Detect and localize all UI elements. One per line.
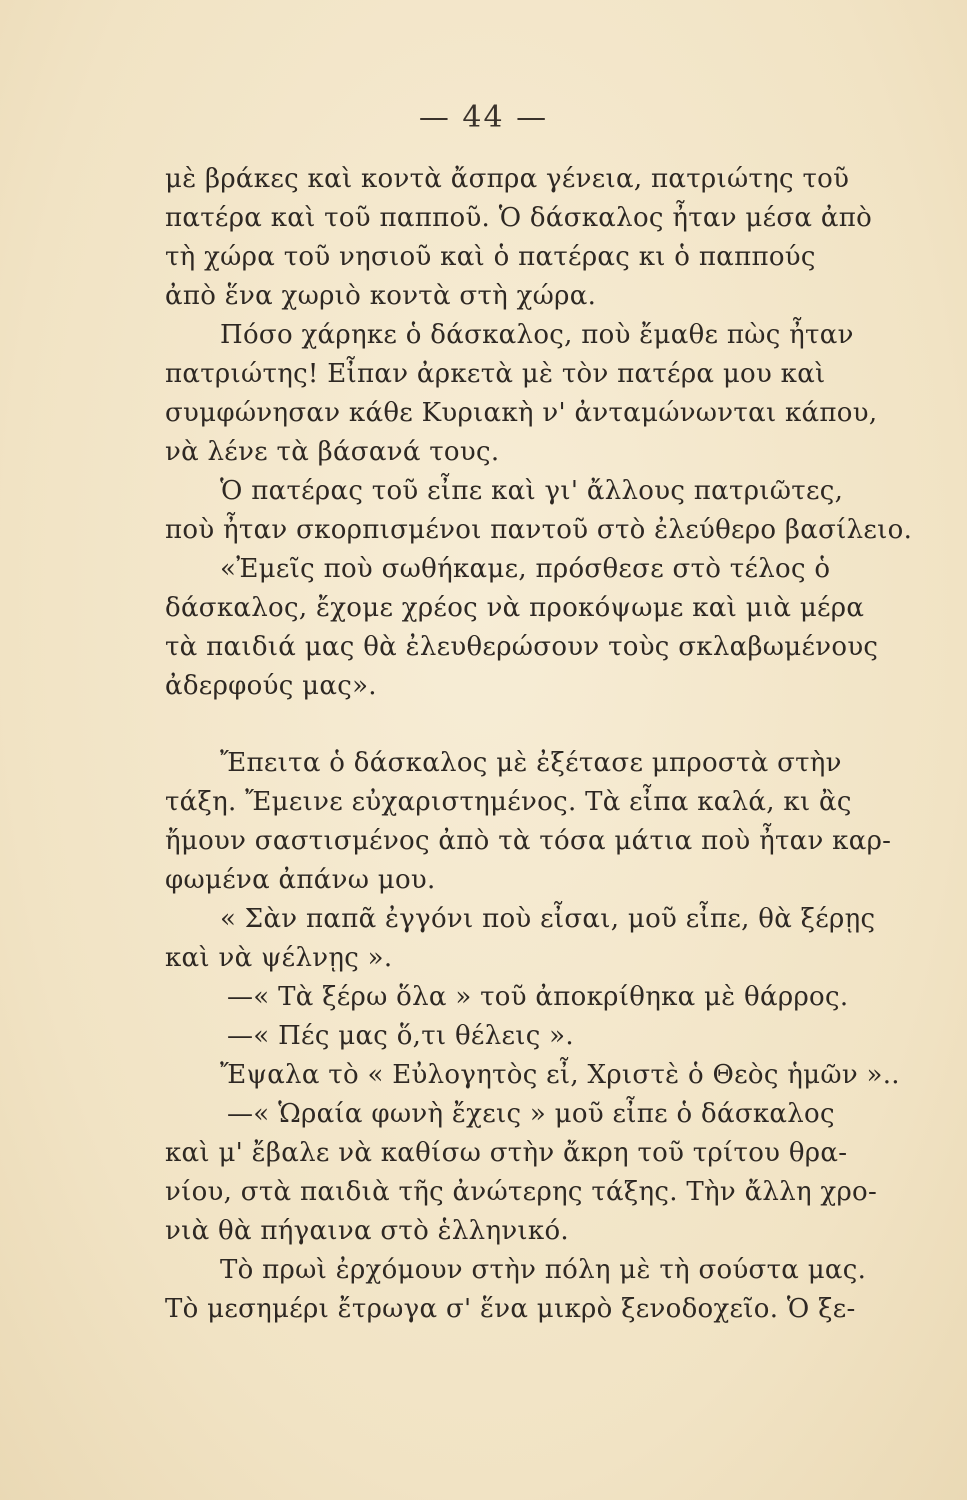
text-line: « Σὰν παπᾶ ἐγγόνι ποὺ εἶσαι, μοῦ εἶπε, θὰ ξέρῃς [220,904,876,934]
text-line: πατέρα καὶ τοῦ παπποῦ. Ὁ δάσκαλος ἦταν μέσα ἀπὸ [165,203,873,233]
text-line: δάσκαλος, ἔχομε χρέος νὰ προκόψωμε καὶ μιὰ μέρα [165,593,865,623]
text-line: Ὁ πατέρας τοῦ εἶπε καὶ γι' ἄλλους πατριῶτες, [220,476,844,506]
page-number: — 44 — [418,100,549,135]
text-line: Τὸ πρωὶ ἐρχόμουν στὴν πόλη μὲ τὴ σούστα μας. [220,1255,867,1285]
text-line: ἤμουν σαστισμένος ἀπὸ τὰ τόσα μάτια ποὺ ἦταν καρ- [165,826,892,856]
text-line: —« Ὡραία φωνὴ ἔχεις » μοῦ εἶπε ὁ δάσκαλος [227,1099,835,1129]
text-line: πατριώτης! Εἶπαν ἀρκετὰ μὲ τὸν πατέρα μου καὶ [165,359,826,389]
text-line: Ἔψαλα τὸ « Εὐλογητὸς εἶ, Χριστὲ ὁ Θεὸς ἡμῶν ».. [220,1060,900,1090]
text-line: τὰ παιδιά μας θὰ ἐλευθερώσουν τοὺς σκλαβωμένους [165,632,879,662]
text-line: μὲ βράκες καὶ κοντὰ ἄσπρα γένεια, πατριώτης τοῦ [165,164,850,194]
text-line: —« Τὰ ξέρω ὅλα » τοῦ ἀποκρίθηκα μὲ θάρρος. [227,982,849,1012]
text-line: ποὺ ἦταν σκορπισμένοι παντοῦ στὸ ἐλεύθερο βασίλειο. [165,515,913,545]
paragraph-gap [165,706,925,744]
text-line: καὶ μ' ἔβαλε νὰ καθίσω στὴν ἄκρη τοῦ τρίτου θρα- [165,1138,848,1168]
text-line: Πόσο χάρηκε ὁ δάσκαλος, ποὺ ἔμαθε πὼς ἦταν [220,320,854,350]
text-line: «Ἐμεῖς ποὺ σωθήκαμε, πρόσθεσε στὸ τέλος ὁ [220,554,831,584]
text-line: νὰ λένε τὰ βάσανά τους. [165,437,500,467]
text-line: Ἔπειτα ὁ δάσκαλος μὲ ἐξέτασε μπροστὰ στὴν [220,748,842,778]
text-line: ἀδερφούς μας». [165,671,377,701]
text-line: τάξη. Ἔμεινε εὐχαριστημένος. Τὰ εἶπα καλά, κι ἂς [165,787,852,817]
text-line: συμφώνησαν κάθε Κυριακὴ ν' ἀνταμώνωνται κάπου, [165,398,878,428]
text-line: φωμένα ἀπάνω μου. [165,865,436,895]
text-line: ἀπὸ ἕνα χωριὸ κοντὰ στὴ χώρα. [165,281,597,311]
text-line: —« Πές μας ὅ,τι θέλεις ». [227,1021,574,1051]
text-line: τὴ χώρα τοῦ νησιοῦ καὶ ὁ πατέρας κι ὁ παππούς [165,242,816,272]
text-line: νίου, στὰ παιδιὰ τῆς ἀνώτερης τάξης. Τὴν ἄλλη χρο- [165,1177,878,1207]
body-text [165,160,925,1329]
text-line: καὶ νὰ ψέλνῃς ». [165,943,393,973]
text-line: νιὰ θὰ πήγαινα στὸ ἑλληνικό. [165,1216,569,1246]
text-line: Τὸ μεσημέρι ἔτρωγα σ' ἕνα μικρὸ ξενοδοχεῖο. Ὁ ξε- [165,1294,856,1324]
